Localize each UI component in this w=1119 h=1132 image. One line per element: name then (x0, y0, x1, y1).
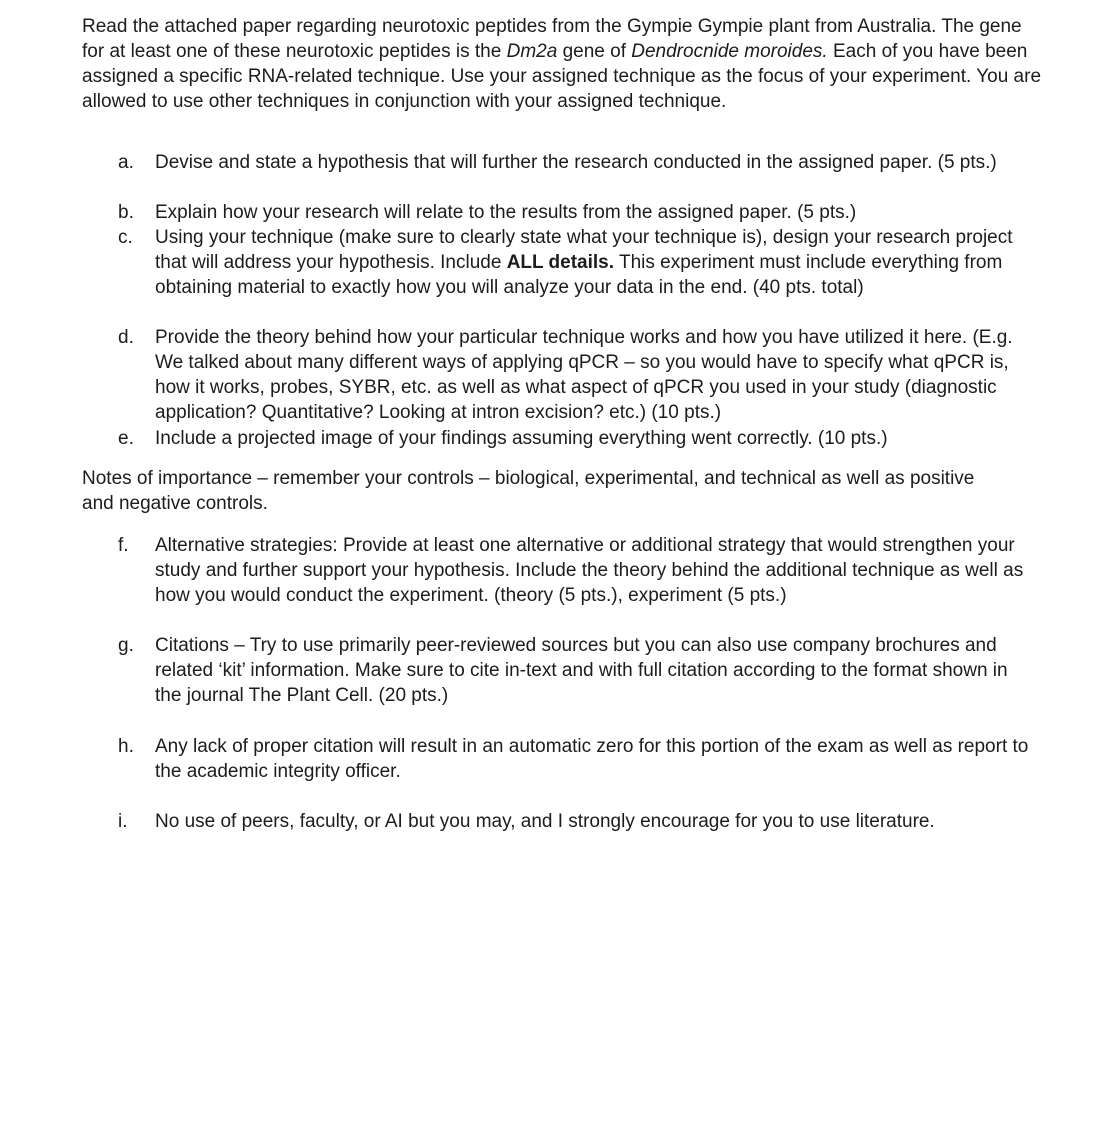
intro-paragraph (82, 14, 1042, 114)
notes-paragraph: Notes of importance – remember your controls – biological, experimental, and technical as well as positive and negative controls. (82, 468, 975, 514)
item-c-text-after: This experiment must include everything from obtaining material to exactly how you will analyze your data in the end. (40 pts. total) (155, 252, 1003, 298)
item-c-text-before: Using your technique (make sure to clearly state what your technique is), design your research project that will address your hypothesis. Include (155, 227, 1013, 273)
intro-text-1: Read the attached paper regarding neurotoxic peptides from the Gympie Gympie plant from Australia. The gene for at least one of these neurotoxic peptides is the (82, 16, 1022, 62)
list-marker: c. (118, 227, 133, 248)
intro-text-2: gene of (557, 41, 632, 62)
list-item-text (155, 225, 1035, 300)
list-marker: b. (118, 202, 134, 223)
list-marker: a. (118, 152, 134, 173)
list-item-text: Alternative strategies: Provide at least one alternative or additional strategy that would strengthen your study and further support your hypothesis. Include the theory behind the additional technique as well as how you would conduct the experiment. (theory (5 pts.), experiment (5 pts.) (155, 535, 1024, 606)
gene-name: Dm2a (506, 41, 558, 62)
list-marker: h. (118, 736, 134, 757)
list-item-text: Any lack of proper citation will result in an automatic zero for this portion of the exam as well as report to the academic integrity officer. (155, 736, 1029, 782)
species-name: Dendrocnide moroides. (631, 41, 828, 62)
list-marker: e. (118, 428, 134, 449)
list-item-text: Devise and state a hypothesis that will further the research conducted in the assigned paper. (5 pts.) (155, 152, 997, 173)
list-item-text: Citations – Try to use primarily peer-reviewed sources but you can also use company brochures and related ‘kit’ information. Make sure to cite in-text and with full citation according to the format shown in the journal The Plant Cell. (20 pts.) (155, 635, 1008, 706)
intro-text-3: Each of you have been assigned a specific RNA-related technique. Use your assigned technique as the focus of your experiment. You are allowed to use other techniques in conjunction with your assigned technique. (82, 41, 1042, 112)
item-c-bold-text: ALL details. (506, 252, 615, 273)
list-marker: d. (118, 327, 134, 348)
list-marker: f. (118, 535, 129, 556)
list-marker: i. (118, 811, 128, 832)
list-item-text: No use of peers, faculty, or AI but you may, and I strongly encourage for you to use literature. (155, 811, 935, 832)
list-marker: g. (118, 635, 134, 656)
list-item-text: Provide the theory behind how your particular technique works and how you have utilized it here. (E.g. We talked about many different ways of applying qPCR – so you would have to specify what qPCR is, how it works, probes, SYBR, etc. as well as what aspect of qPCR you used in your study (diagnostic application? Quantitative? Looking at intron excision? etc.) (10 pts.) (155, 327, 1013, 423)
list-item-text: Explain how your research will relate to the results from the assigned paper. (5 pts.) (155, 202, 857, 223)
list-item-text: Include a projected image of your findings assuming everything went correctly. (10 pts.) (155, 428, 888, 449)
